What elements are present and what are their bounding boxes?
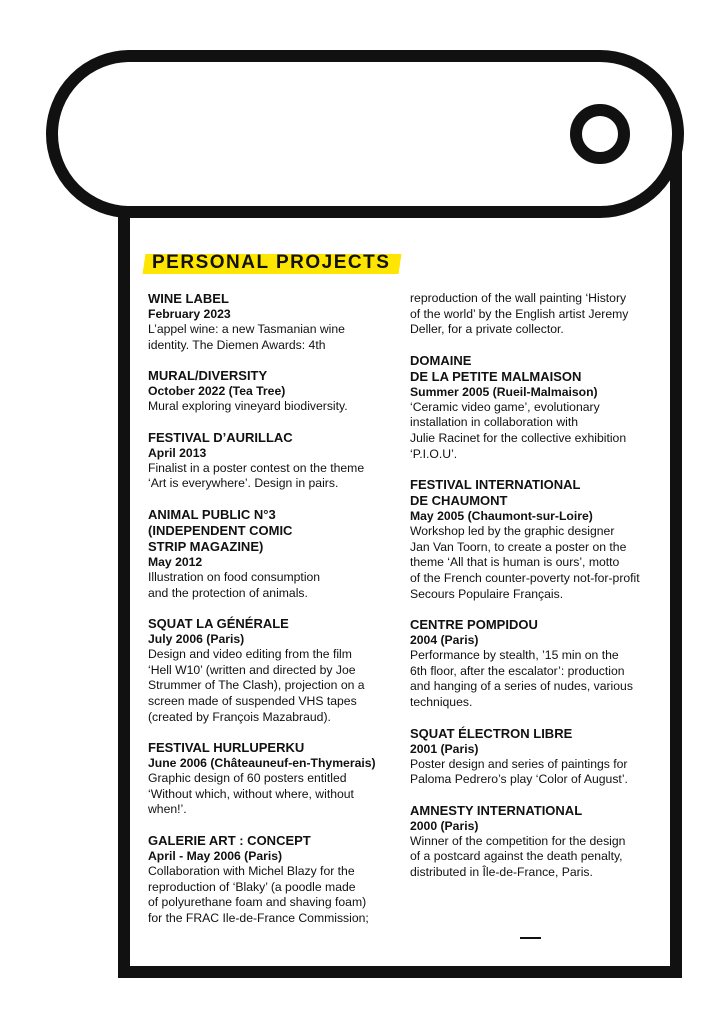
project-title: FESTIVAL HURLUPERKU [148, 740, 305, 756]
project-title: FESTIVAL D’AURILLAC [148, 429, 293, 445]
project-entry [148, 430, 388, 492]
project-title: SQUAT LA GÉNÉRALE [148, 616, 289, 632]
project-description: Poster design and series of paintings for Paloma Pedrero’s play ‘Color of August’. [410, 756, 628, 787]
project-title: CENTRE POMPIDOU [410, 617, 538, 633]
section-title: PERSONAL PROJECTS [148, 250, 394, 276]
project-title: ANIMAL PUBLIC N°3 (INDEPENDENT COMIC STRIP MAGAZINE) [148, 506, 293, 554]
project-description: L’appel wine: a new Tasmanian wine identity. The Diemen Awards: 4th [148, 322, 345, 352]
project-date: February 2023 [148, 307, 231, 321]
project-entry [410, 617, 655, 710]
project-date: 2004 (Paris) [410, 633, 479, 648]
project-description: Illustration on food consumption and the protection of animals. [148, 569, 321, 600]
project-date: July 2006 (Paris) [148, 632, 245, 647]
project-title: GALERIE ART : CONCEPT [148, 832, 311, 848]
project-description: Workshop led by the graphic designer Jan Van Toorn, to create a poster on the theme ‘All that is human is ours’, motto of the French counter-poverty not-for-profit Secours Populaire Français. [410, 524, 640, 601]
left-column [148, 291, 388, 941]
project-entry [148, 833, 388, 926]
project-date: April - May 2006 (Paris) [148, 848, 283, 863]
project-date: October 2022 (Tea Tree) [148, 384, 286, 399]
project-description: Graphic design of 60 posters entitled ‘Without which, without where, without when!’. [148, 771, 354, 817]
project-entry [148, 368, 388, 415]
project-description: Design and video editing from the film ‘Hell W10’ (written and directed by Joe Strummer of The Clash), projection on a screen made of suspended VHS tapes (created by François Mazabraud). [148, 647, 365, 724]
project-entry [148, 507, 388, 601]
project-date: 2001 (Paris) [410, 741, 479, 756]
project-description: ‘Ceramic video game’, evolutionary installation in collaboration with Julie Racinet for the collective exhibition ‘P.I.O.U’. [410, 399, 627, 461]
project-description: Collaboration with Michel Blazy for the reproduction of ‘Blaky’ (a poodle made of polyurethane foam and shaving foam) for the FRAC Ile-de-France Commission; [148, 863, 369, 925]
project-entry [410, 803, 655, 881]
section-heading-wrap [148, 250, 394, 276]
project-entry [410, 477, 655, 602]
project-description: Winner of the competition for the design of a postcard against the death penalty, distributed in Île-de-France, Paris. [410, 833, 626, 879]
project-date: May 2005 (Chaumont-sur-Loire) [410, 509, 593, 524]
project-title: WINE LABEL [148, 291, 229, 306]
project-entry [410, 726, 655, 788]
project-entry [148, 740, 388, 818]
project-title: MURAL/DIVERSITY [148, 368, 268, 384]
roll-core-icon [576, 110, 624, 158]
project-title: DOMAINE DE LA PETITE MALMAISON [410, 352, 582, 384]
continued-description: reproduction of the wall painting ‘History of the world’ by the English artist Jeremy Deller, for a private collector. [410, 291, 629, 337]
project-title: FESTIVAL INTERNATIONAL DE CHAUMONT [410, 477, 581, 509]
project-entry [148, 291, 388, 353]
project-date: May 2012 [148, 554, 203, 569]
project-date: Summer 2005 (Rueil-Malmaison) [410, 384, 598, 399]
right-column [410, 291, 655, 895]
project-date: June 2006 (Châteauneuf-en-Thymerais) [148, 756, 376, 771]
project-date: 2000 (Paris) [410, 818, 479, 833]
project-description: Mural exploring vineyard biodiversity. [148, 399, 348, 414]
project-entry [148, 616, 388, 725]
project-description: Finalist in a poster contest on the theme ‘Art is everywhere’. Design in pairs. [148, 460, 365, 491]
continued-entry [410, 291, 655, 338]
project-date: April 2013 [148, 445, 207, 460]
end-dash [520, 937, 541, 939]
project-title: SQUAT ÉLECTRON LIBRE [410, 725, 573, 741]
project-title: AMNESTY INTERNATIONAL [410, 802, 583, 818]
project-description: Performance by stealth, ’15 min on the 6th floor, after the escalator’: production and hanging of a series of nudes, various techniques. [410, 648, 633, 709]
project-entry [410, 353, 655, 462]
